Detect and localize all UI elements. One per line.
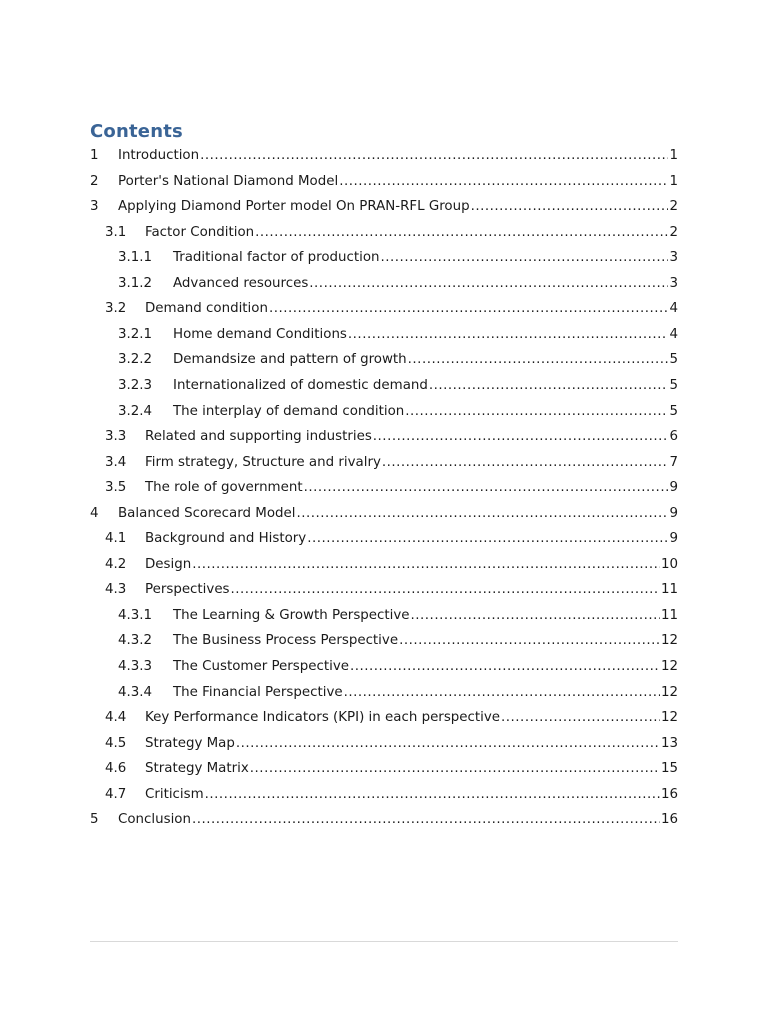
toc-dot-leader [348,324,669,346]
toc-entry-page-number: 16 [660,786,678,802]
toc-dot-leader [192,554,660,576]
toc-dot-leader [399,630,660,652]
toc-entry-page-number: 2 [669,224,678,240]
toc-dot-leader [236,733,660,755]
toc-entry-page-number: 12 [660,659,678,674]
toc-entry-title: Demandsize and pattern of growth [173,352,407,368]
toc-entry-page-number: 12 [660,633,678,649]
toc-entry-page-number: 1 [669,173,678,189]
toc-entry-page-number: 16 [660,812,678,828]
toc-entry[interactable] [118,273,678,295]
toc-dot-leader [269,298,669,320]
toc-entry-title: The interplay of demand condition [173,403,405,419]
toc-entry-number: 5 [90,812,99,828]
toc-entry-title: Traditional factor of production [173,250,380,266]
toc-entry-number: 4.3 [105,582,127,598]
toc-entry-title: Applying Diamond Porter model On PRAN-RFL Group [118,199,470,215]
toc-entry-number: 3.1.2 [118,275,153,291]
toc-entry[interactable] [105,733,678,755]
toc-entry[interactable] [90,145,678,167]
toc-entry[interactable] [105,758,678,780]
toc-entry-page-number: 1 [669,148,678,163]
toc-entry[interactable] [118,682,678,704]
toc-entry-title: Balanced Scorecard Model [118,505,296,521]
toc-dot-leader [192,809,660,831]
toc-entry[interactable] [118,247,678,269]
toc-entry[interactable] [105,452,678,474]
toc-dot-leader [381,247,669,269]
toc-entry-number: 3 [90,199,99,215]
toc-entry-number: 4.1 [105,531,127,547]
toc-entry-title: The Customer Perspective [173,659,350,674]
toc-dot-leader [231,579,660,601]
toc-entry[interactable] [118,630,678,652]
toc-entry-title: Introduction [118,148,200,163]
toc-entry-title: Porter's National Diamond Model [118,173,339,189]
toc-entry-number: 4.3.4 [118,684,153,700]
toc-entry[interactable] [105,554,678,576]
toc-dot-leader [373,426,669,448]
toc-dot-leader [200,145,668,167]
toc-entry[interactable] [90,171,678,193]
toc-entry-title: Key Performance Indicators (KPI) in each perspective [145,710,501,726]
toc-entry-title: Firm strategy, Structure and rivalry [145,454,381,470]
toc-entry-number: 2 [90,173,99,189]
toc-entry[interactable] [118,656,678,678]
toc-entry-number: 3.1.1 [118,250,153,266]
toc-dot-leader [250,758,660,780]
toc-entry-title: Internationalized of domestic demand [173,377,428,393]
toc-entry-number: 3.4 [105,454,127,470]
toc-entry[interactable] [105,784,678,806]
toc-dot-leader [350,656,660,678]
toc-entry-page-number: 10 [660,556,678,572]
toc-entry-page-number: 5 [669,352,678,368]
toc-entry-page-number: 15 [660,761,678,777]
toc-entry-title: The role of government [145,480,303,496]
toc-entry[interactable] [105,298,678,320]
toc-entry-number: 3.2.2 [118,352,153,368]
toc-entry-number: 3.2.3 [118,377,153,393]
toc-dot-leader [501,707,660,729]
toc-entry-page-number: 13 [660,735,678,751]
toc-dot-leader [296,503,668,525]
toc-dot-leader [339,171,668,193]
toc-entry[interactable] [90,196,678,218]
toc-heading: Contents [90,121,183,142]
toc-dot-leader [304,477,669,499]
toc-entry-title: Conclusion [118,812,191,828]
toc-entry[interactable] [105,528,678,550]
toc-entry-page-number: 9 [669,505,678,521]
toc-entry-page-number: 12 [660,684,678,700]
toc-entry-page-number: 2 [669,199,678,215]
toc-entry-title: Home demand Conditions [173,326,347,342]
toc-dot-leader [309,273,668,295]
toc-entry[interactable] [105,222,678,244]
toc-entry-page-number: 3 [669,250,678,266]
toc-entry-page-number: 11 [660,582,678,598]
toc-entry-page-number: 4 [669,301,678,317]
toc-dot-leader [429,375,669,397]
toc-entry-page-number: 11 [660,607,678,623]
toc-entry[interactable] [118,375,678,397]
toc-entry-number: 3.3 [105,429,127,445]
toc-entry[interactable] [105,426,678,448]
toc-dot-leader [382,452,669,474]
toc-entry-title: Criticism [145,786,204,802]
toc-entry-number: 4.3.1 [118,607,153,623]
toc-entry-title: Design [145,556,192,572]
footer-divider [90,941,678,942]
toc-entry-title: Advanced resources [173,275,309,291]
toc-entry-number: 4.2 [105,556,127,572]
toc-entry-number: 3.2 [105,301,127,317]
toc-entry-number: 3.2.4 [118,403,153,419]
toc-entry[interactable] [118,324,678,346]
toc-entry-number: 4.4 [105,710,127,726]
toc-entry[interactable] [118,605,678,627]
toc-dot-leader [405,401,668,423]
toc-entry-title: Factor Condition [145,224,255,240]
toc-entry-number: 4.3.2 [118,633,153,649]
toc-entry-title: The Financial Perspective [173,684,343,700]
toc-entry-page-number: 5 [669,403,678,419]
toc-entry-page-number: 4 [669,326,678,342]
toc-entry-title: Perspectives [145,582,230,598]
toc-entry-number: 1 [90,148,99,163]
toc-dot-leader [411,605,660,627]
toc-entry-number: 3.1 [105,224,127,240]
toc-entry[interactable] [90,809,678,831]
toc-entry-title: Demand condition [145,301,268,317]
toc-entry[interactable] [105,707,678,729]
toc-entry-number: 4.5 [105,735,127,751]
toc-entry-page-number: 9 [669,531,678,547]
toc-entry-number: 4.3.3 [118,659,153,674]
toc-entry-page-number: 12 [660,710,678,726]
toc-dot-leader [471,196,669,218]
toc-entry-page-number: 6 [669,429,678,445]
toc-dot-leader [205,784,660,806]
toc-entry[interactable] [118,401,678,423]
toc-dot-leader [255,222,668,244]
toc-entry-title: Background and History [145,531,307,547]
toc-entry-title: Related and supporting industries [145,429,372,445]
toc-entry-number: 4.6 [105,761,127,777]
toc-entry-title: Strategy Matrix [145,761,249,777]
toc-entry[interactable] [105,579,678,601]
toc-entry-title: The Learning & Growth Perspective [173,607,410,623]
toc-entry-number: 3.5 [105,480,127,496]
toc-entry-number: 4 [90,505,99,521]
toc-dot-leader [408,349,669,371]
toc-entry-page-number: 9 [669,480,678,496]
toc-dot-leader [344,682,660,704]
toc-entry-number: 4.7 [105,786,127,802]
toc-dot-leader [307,528,668,550]
toc-entry[interactable] [118,349,678,371]
toc-entry-page-number: 3 [669,275,678,291]
toc-entry-title: The Business Process Perspective [173,633,399,649]
toc-entry[interactable] [90,503,678,525]
toc-entry-page-number: 7 [669,454,678,470]
toc-entry-page-number: 5 [669,377,678,393]
toc-entry-title: Strategy Map [145,735,235,751]
toc-entry[interactable] [105,477,678,499]
toc-entry-number: 3.2.1 [118,326,153,342]
